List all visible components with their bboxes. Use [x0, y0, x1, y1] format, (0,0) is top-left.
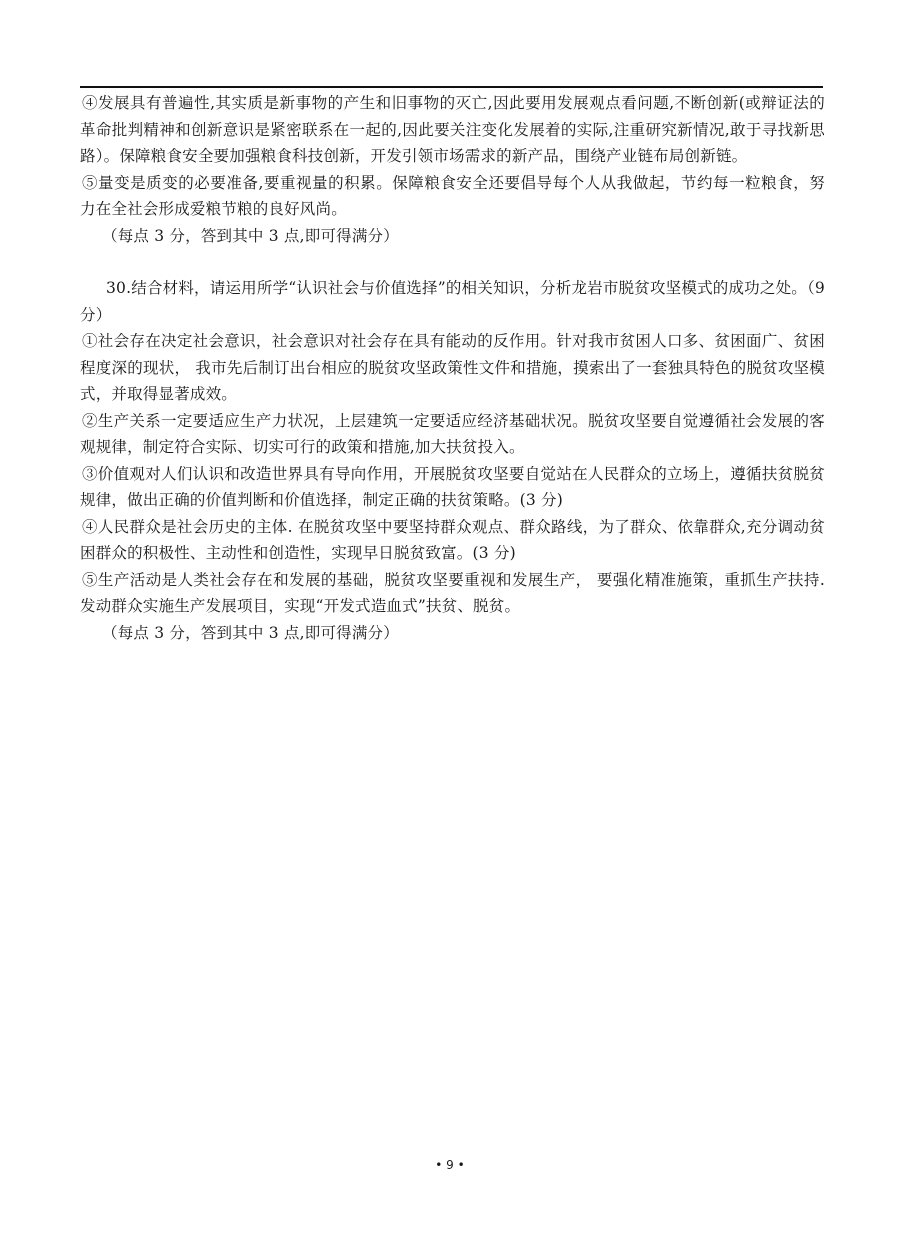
- q30-point-2: ②生产关系一定要适应生产力状况，上层建筑一定要适应经济基础状况。脱贫攻坚要自觉遵循社会发展的客观规律，制定符合实际、切实可行的政策和措施,加大扶贫投入。: [80, 411, 825, 456]
- q30-point-1: ①社会存在决定社会意识，社会意识对社会存在具有能动的反作用。针对我市贫困人口多、贫困面广、贫困程度深的现状， 我市先后制订出台相应的脱贫攻坚政策性文件和措施，摸索出了一套独具特色的脱贫攻坚模式，并取得显著成效。: [80, 332, 825, 403]
- question-30-prompt: 30.结合材料，请运用所学“认识社会与价值选择”的相关知识，分析龙岩市脱贫攻坚模式的成功之处。（9 分）: [80, 279, 825, 324]
- q30-point-5: ⑤生产活动是人类社会存在和发展的基础，脱贫攻坚要重视和发展生产， 要强化精准施策，重抓生产扶持. 发动群众实施生产发展项目，实现“开发式造血式”扶贫、脱贫。: [80, 570, 825, 615]
- scoring-note: （每点 3 分，答到其中 3 点,即可得满分）: [102, 226, 399, 245]
- q30-point-3: ③价值观对人们认识和改造世界具有导向作用，开展脱贫攻坚要自觉站在人民群众的立场上，遵循扶贫脱贫规律，做出正确的价值判断和价值选择，制定正确的扶贫策略。(3 分): [80, 464, 825, 509]
- top-rule: [80, 86, 823, 88]
- q30-point-4: ④人民群众是社会历史的主体. 在脱贫攻坚中要坚持群众观点、群众路线，为了群众、依靠群众,充分调动贫困群众的积极性、主动性和创造性，实现早日脱贫致富。(3 分): [80, 517, 825, 562]
- q30-scoring-note: （每点 3 分，答到其中 3 点,即可得满分）: [102, 623, 399, 642]
- answer-point-5: ⑤量变是质变的必要准备,要重视量的积累。保障粮食安全还要倡导每个人从我做起，节约每一粒粮食，努力在全社会形成爱粮节粮的良好风尚。: [80, 173, 825, 218]
- page-number: • 9 •: [435, 1158, 465, 1172]
- answer-point-4: ④发展具有普遍性,其实质是新事物的产生和旧事物的灭亡,因此要用发展观点看问题,不断创新(或辩证法的革命批判精神和创新意识是紧密联系在一起的,因此要关注变化发展着的实际,注重研究新情况,敢于寻找新思路）。保障粮食安全要加强粮食科技创新，开发引领市场需求的新产品，围绕产业链布局创新链。: [80, 94, 825, 165]
- section-gap: [80, 249, 825, 275]
- answer-content: [80, 90, 825, 646]
